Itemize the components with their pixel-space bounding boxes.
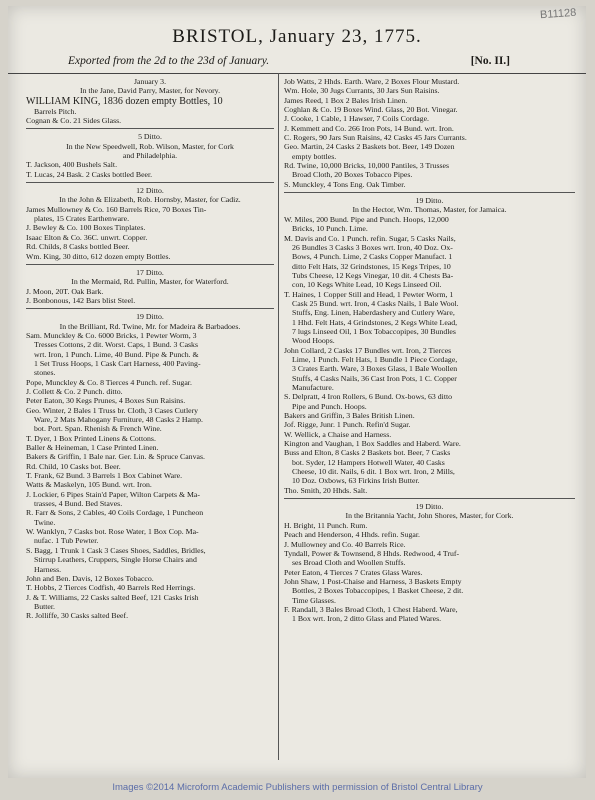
left-entry-line: Watts & Maskelyn, 105 Bund. wrt. Iron. [26,480,152,490]
left-entry-line: T. Frank, 62 Bund. 3 Barrels 1 Box Cabinet Ware. [26,471,183,481]
right-entry-line: W. Miles, 200 Bund. Pipe and Punch. Hoops, 12,000 [284,214,449,224]
left-entry-line: Barrels Pitch. [34,106,77,116]
left-entry-line: John and Ben. Davis, 12 Boxes Tobacco. [26,573,154,583]
section-divider [26,182,274,183]
right-entry-line: S. Delpratt, 4 Iron Rollers, 6 Bund. Ox-bows, 63 ditto [284,392,453,402]
left-entry-line: trasses, 4 Bund. Bed Staves. [34,499,123,509]
right-entry-line: C. Rogers, 90 Jars Sun Raisins, 42 Casks 45 Jars Currants. [284,133,467,143]
left-entry-line: Harness. [34,564,62,574]
newspaper-page [8,6,586,778]
call-number: B11128 [539,6,577,22]
section-heading: In the Brilliant, Rd. Twine, Mr. for Madeira & Barbadoes. [59,321,241,331]
section-heading: In the Mermaid, Rd. Pullin, Master, for Waterford. [71,277,229,287]
right-entry-line: Peach and Henderson, 4 Hhds. refin. Sugar. [284,530,420,540]
left-entry-line: Rd. Childs, 8 Casks bottled Beer. [26,242,130,252]
left-entry-line: T. Hobbs, 2 Tierces Codfish, 40 Barrels Red Herrings. [26,583,196,593]
section-divider [284,192,575,193]
left-entry-line: J. & T. Williams, 22 Casks salted Beef, 121 Casks Irish [26,592,199,602]
right-entry-line: Wm. Hole, 30 Jugs Currants, 30 Jars Sun Raisins. [284,86,440,96]
right-entry-line: Cheese, 10 dit. Nails, 6 dit. 1 Box wrt. Iron, 2 Mills, [292,467,455,477]
section-heading: In the New Speedwell, Rob. Wilson, Master, for Cork [66,141,234,151]
left-entry-line: Bakers & Griffin, 1 Bale nar. Ger. Lin. & Spruce Canvas. [26,452,205,462]
left-entry-line: S. Bagg, 1 Trunk 1 Cask 3 Cases Shoes, Saddles, Bridles, [26,545,206,555]
header-rule [8,73,586,74]
right-entry-line: J. Mullowney and Co. 40 Barrels Rice. [284,539,406,549]
right-entry-line: Bricks, 10 Punch. Lime. [292,224,368,234]
left-entry-line: Wm. King, 30 ditto, 612 dozen empty Bottles. [26,251,171,261]
left-entry-line: J. Lockier, 6 Pipes Stain'd Paper, Wilton Carpets & Ma- [26,489,200,499]
section-heading: In the Hector, Wm. Thomas, Master, for Jamaica. [352,205,507,215]
right-entry-line: T. Haines, 1 Copper Still and Head, 1 Pewter Worm, 1 [284,289,454,299]
left-entry-line: plates, 15 Crates Earthenware. [34,214,130,224]
page-title: BRISTOL, January 23, 1775. [172,26,422,47]
right-entry-line: Buss and Elton, 8 Casks 2 Baskets bot. Beer, 7 Casks [284,448,451,458]
left-entry-line: bot. Port. Span. Rhenish & French Wine. [34,424,162,434]
left-entry-line: Geo. Winter, 2 Bales 1 Truss br. Cloth, 3 Cases Cutlery [26,405,199,415]
left-entry-line: Twine. [34,517,56,527]
right-entry-line: James Reed, 1 Box 2 Bales Irish Linen. [284,95,408,105]
left-entry-line: T. Jackson, 400 Bushels Salt. [26,160,118,170]
section-heading: 5 Ditto. [138,132,162,142]
right-entry-line: Stuffs, 4 Casks Nails, 36 Cast Iron Pots, 1 C. Copper [292,373,457,383]
right-entry-line: Time Glasses. [292,595,336,605]
left-entry-line: Peter Eaton, 30 Kegs Prunes, 4 Boxes Sun Raisins. [26,396,186,406]
right-column [284,77,575,761]
right-entry-line: Bottles, 2 Boxes Tobaccopipes, 1 Basket Cheese, 2 dit. [292,586,464,596]
left-entry-line: Sam. Munckley & Co. 6000 Bricks, 1 Pewter Worm, 3 [26,330,197,340]
issue-number: [No. II.] [470,55,510,67]
footer-credit: Images ©2014 Microform Academic Publishers with permission of Bristol Central Library [112,782,483,793]
section-heading: 17 Ditto. [136,267,164,277]
right-entry-line: Peter Eaton, 4 Tierces 7 Crates Glass Wares. [284,567,423,577]
right-entry-line: H. Bright, 11 Punch. Rum. [284,520,368,530]
right-entry-line: 1 Box wrt. Iron, 2 ditto Glass and Plated Wares. [292,614,442,624]
left-entry-line: Cognan & Co. 21 Sides Glass. [26,116,122,126]
left-entry-line: R. Jolliffe, 30 Casks salted Beef. [26,611,129,621]
section-heading: In the Jane, David Parry, Master, for Nevory. [79,86,221,96]
left-entry-line: W. Wanklyn, 7 Casks bot. Rose Water, 1 Box Cop. Ma- [26,527,199,537]
section-heading: In the Britannia Yacht, John Shores, Master, for Cork. [345,511,514,521]
right-entry-line: Bakers and Griffin, 3 Bales British Linen. [284,411,415,421]
right-entry-line: Jof. Rigge, Junr. 1 Punch. Refin'd Sugar. [284,420,411,430]
right-entry-line: Coghlan & Co. 19 Boxes Wind. Glass, 20 Bot. Vinegar. [284,105,458,115]
right-entry-line: Cask 25 Bund. wrt. Iron, 4 Casks Nails, 1 Bale Wool. [292,298,459,308]
section-heading: 12 Ditto. [136,186,164,196]
right-entry-line: 1 Hhd. Felt Hats, 4 Grindstones, 2 Kegs White Lead, [292,317,458,327]
right-entry-line: Kington and Vaughan, 1 Box Saddles and Haberd. Ware. [284,439,461,449]
left-entry-line: J. Moon, 20T. Oak Bark. [26,286,104,296]
left-entry-line: Stirrup Leathers, Cruppers, Single Horse Chairs and [34,555,197,565]
left-entry-line: WILLIAM KING, 1836 dozen empty Bottles, 10 [26,95,223,107]
left-entry-line: stones. [34,368,56,378]
right-entry-line: Pipe and Punch. Hoops. [292,401,367,411]
right-entry-line: Bows, 4 Punch. Lime, 2 Casks Copper Manufact. 1 [292,252,453,262]
left-entry-line: Butter. [34,601,56,611]
right-entry-line: Tyndall, Power & Townsend, 8 Hhds. Redwood, 4 Truf- [284,548,460,558]
section-divider [26,128,274,129]
section-divider [26,308,274,309]
left-entry-line: Pope, Munckley & Co. 8 Tierces 4 Punch. ref. Sugar. [26,377,192,387]
right-entry-line: 26 Bundles 3 Casks 3 Boxes wrt. Iron, 40 Doz. Ox- [292,242,453,252]
right-entry-line: Tho. Smith, 20 Hhds. Salt. [284,485,368,495]
right-entry-line: Rd. Twine, 10,000 Bricks, 10,000 Pantiles, 3 Trusses [284,161,450,171]
right-entry-line: empty bottles. [292,151,337,161]
right-entry-line: M. Davis and Co. 1 Punch. refin. Sugar, 5 Casks Nails, [284,233,456,243]
right-entry-line: W. Wellick, a Chaise and Harness. [284,429,392,439]
column-divider [278,73,279,760]
right-entry-line: F. Randall, 3 Bales Broad Cloth, 1 Chest Haberd. Ware, [284,604,458,614]
section-divider [26,264,274,265]
right-entry-line: J. Kemmett and Co. 266 Iron Pots, 14 Bund. wrt. Iron. [284,123,454,133]
right-entry-line: Manufacture. [292,383,334,392]
right-entry-line: J. Cooke, 1 Cable, 1 Hawser, 7 Coils Cordage. [284,114,429,124]
section-heading: January 3. [133,77,167,86]
left-entry-line: J. Collett & Co. 2 Punch. ditto. [26,386,123,396]
left-entry-line: Rd. Child, 10 Casks bot. Beer. [26,461,121,471]
left-entry-line: wrt. Iron, 1 Punch. Lime, 40 Bund. Pipe & Punch. & [34,349,199,359]
section-heading: and Philadelphia. [122,151,178,161]
section-heading: In the John & Elizabeth, Rob. Hornsby, Master, for Cadiz. [59,195,241,205]
left-entry-line: R. Farr & Sons, 2 Cables, 40 Coils Cordage, 1 Puncheon [26,508,204,518]
section-heading: 19 Ditto. [415,196,444,206]
left-entry-line: J. Bonbonous, 142 Bars blist Steel. [26,295,136,305]
left-entry-line: Ware, 2 Mats Mahogany Furniture, 48 Casks 2 Hamp. [34,415,203,424]
right-entry-line: Wood Hoops. [292,336,335,346]
left-entry-line: Tresses Cottons, 2 dit. Worst. Caps, 1 Bund. 3 Casks [34,340,198,350]
right-entry-line: Geo. Martin, 24 Casks 2 Baskets bot. Beer, 149 Dozen [284,142,455,152]
right-entry-line: 10 Doz. Oxbows, 63 Firkins Irish Butter. [292,476,420,486]
section-heading: 19 Ditto. [136,312,164,322]
right-entry-line: John Collard, 2 Casks 17 Bundles wrt. Iron, 2 Tierces [284,345,452,355]
right-entry-line: Tubs Cheese, 12 Kegs Vinegar, 10 dit. 4 Chests Ba- [292,270,454,280]
page-subtitle: Exported from the 2d to the 23d of January. [68,55,270,67]
left-column [26,77,274,761]
left-entry-line: T. Dyer, 1 Box Printed Linens & Cottons. [26,433,156,443]
left-entry-line: T. Lucas, 24 Bask. 2 Casks bottled Beer. [26,169,153,179]
right-entry-line: 7 lugs Linseed Oil, 1 Box Tobaccopipes, 30 Bundles [292,326,456,336]
left-entry-line: nufac. 1 Tub Pewter. [34,536,99,546]
right-entry-line: bot. Syder, 12 Hampers Hotwell Water, 40 Casks [292,457,445,467]
left-entry-line: James Mullowney & Co. 160 Barrels Rice, 70 Boxes Tin- [26,204,207,214]
right-entry-line: 3 Crates Earth. Ware, 3 Boxes Glass, 1 Bale Woollen [292,364,458,374]
right-entry-line: Lime, 1 Punch. Felt Hats, 1 Bundle 1 Piece Cordage, [292,354,458,364]
right-entry-line: Stuffs, Eng. Linen, Haberdashery and Cutlery Ware, [292,308,455,318]
right-entry-line: Broad Cloth, 20 Boxes Tobacco Pipes. [292,170,413,180]
right-entry-line: John Shaw, 1 Post-Chaise and Harness, 3 Baskets Empty [284,576,462,586]
right-entry-line: Job Watts, 2 Hhds. Earth. Ware, 2 Boxes Flour Mustard. [284,77,460,86]
right-entry-line: con, 10 Kegs White Lead, 10 Kegs Linseed Oil. [292,280,442,290]
section-heading: 19 Ditto. [415,502,444,512]
left-entry-line: Isaac Elton & Co. 36C. unwrt. Copper. [26,232,148,242]
left-entry-line: 1 Set Truss Hoops, 1 Cask Cart Harness, 400 Paving- [34,358,201,368]
right-entry-line: ses Broad Cloth and Woollen Stuffs. [292,558,406,568]
left-entry-line: Baller & Heineman, 1 Case Printed Linen. [26,443,159,453]
left-entry-line: J. Bewley & Co. 100 Boxes Tinplates. [26,223,146,233]
section-divider [284,498,575,499]
right-entry-line: ditto Felt Hats, 32 Grindstones, 15 Kegs Tripes, 10 [292,261,451,271]
right-entry-line: S. Munckley, 4 Tons Eng. Oak Timber. [284,179,406,189]
